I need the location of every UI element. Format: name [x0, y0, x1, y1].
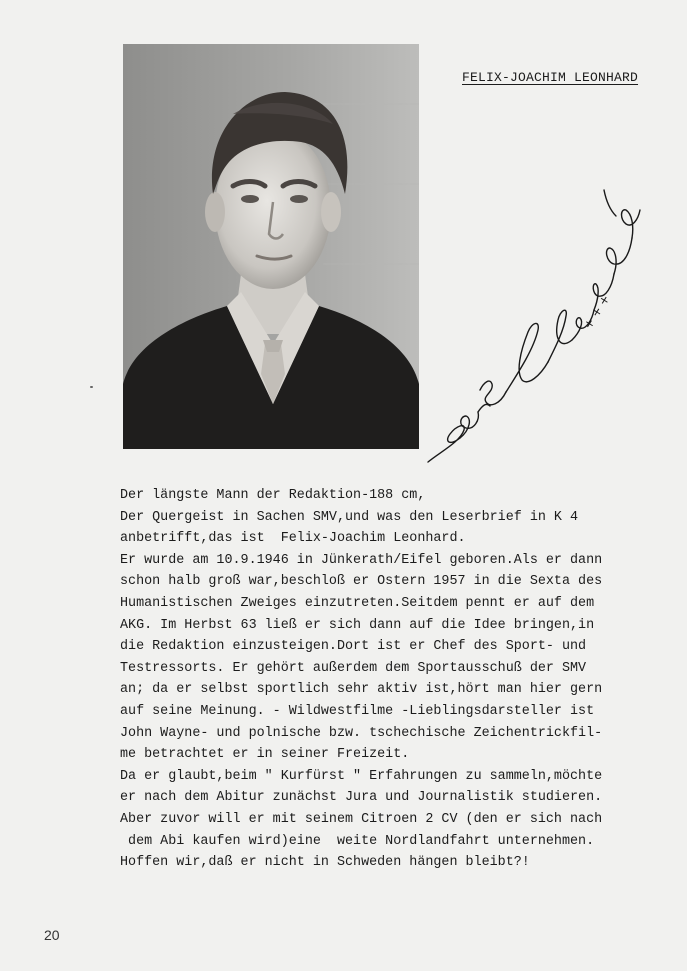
text-line: dem Abi kaufen wird)eine weite Nordlandfahrt unternehmen.	[120, 833, 595, 849]
biography-text	[120, 485, 660, 874]
signature-image	[420, 180, 650, 470]
text-line: me betrachtet er in seiner Freizeit.	[120, 747, 410, 763]
text-line: Da er glaubt,beim " Kurfürst " Erfahrungen zu sammeln,möchte	[120, 768, 603, 784]
text-line: Er wurde am 10.9.1946 in Jünkerath/Eifel geboren.Als er dann	[120, 552, 603, 568]
paper-speck	[90, 386, 93, 388]
text-line: Hoffen wir,daß er nicht in Schweden hängen bleibt?!	[120, 855, 530, 871]
portrait-photo	[123, 44, 419, 449]
text-line: anbetrifft,das ist Felix-Joachim Leonhard.	[120, 531, 466, 547]
text-line: an; da er selbst sportlich sehr aktiv ist,hört man hier gern	[120, 682, 603, 698]
text-line: AKG. Im Herbst 63 ließ er sich dann auf die Idee bringen,in	[120, 617, 595, 633]
text-line: Der längste Mann der Redaktion-188 cm,	[120, 488, 426, 503]
text-line: Testressorts. Er gehört außerdem dem Sportausschuß der SMV	[120, 660, 587, 676]
text-line: John Wayne- und polnische bzw. tschechische Zeichentrickfil-	[120, 725, 603, 741]
text-line: Der Quergeist in Sachen SMV,und was den Leserbrief in K 4	[120, 509, 579, 525]
text-line: Aber zuvor will er mit seinem Citroen 2 CV (den er sich nach	[120, 811, 603, 827]
handwritten-signature	[420, 180, 650, 470]
text-line: er nach dem Abitur zunächst Jura und Journalistik studieren.	[120, 790, 603, 806]
person-name-heading: FELIX-JOACHIM LEONHARD	[462, 70, 639, 85]
text-line: schon halb groß war,beschloß er Ostern 1957 in die Sexta des	[120, 574, 603, 590]
signature-mark: + + +	[580, 292, 613, 332]
text-line: die Redaktion einzusteigen.Dort ist er Chef des Sport- und	[120, 639, 587, 655]
page-number: 20	[44, 927, 60, 943]
text-line: auf seine Meinung. - Wildwestfilme -Lieblingsdarsteller ist	[120, 703, 595, 719]
text-line: Humanistischen Zweiges einzutreten.Seitdem pennt er auf dem	[120, 595, 595, 611]
portrait-photo-image	[123, 44, 419, 449]
